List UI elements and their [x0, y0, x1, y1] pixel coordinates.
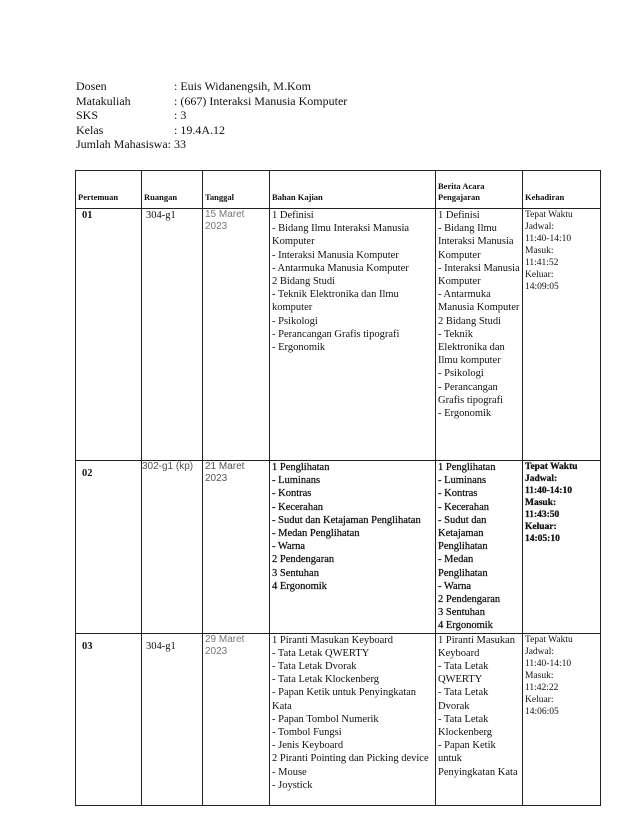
cell-line: 4 Ergonomik	[272, 580, 327, 592]
cell-line: Jadwal:	[525, 222, 555, 232]
header-pertemuan: Pertemuan	[76, 171, 142, 209]
cell-line: - Bidang Ilmu Interaksi Manusia Komputer	[438, 223, 514, 261]
kelas-value: : 19.4A.12	[174, 122, 225, 137]
cell-line: - Interaksi Manusia Komputer	[272, 249, 399, 261]
cell-line: - Antarmuka Manusia Komputer	[272, 262, 409, 274]
cell-line: - Ergonomik	[438, 408, 492, 420]
cell-line: 1 Piranti Masukan Keyboard	[438, 634, 515, 659]
cell-line: 1 Definisi	[272, 210, 314, 221]
cell-line: 2 Bidang Studi	[272, 276, 336, 288]
cell-line: - Joystick	[272, 779, 313, 791]
cell-line: 3 Sentuhan	[272, 567, 319, 579]
info-kelas	[76, 123, 347, 138]
cell-ruangan: 304-g1	[142, 633, 203, 805]
cell-line: - Warna	[272, 541, 306, 553]
info-dosen	[76, 79, 347, 94]
cell-line: - Papan Ketik untuk Penyingkatan Kata	[438, 740, 518, 778]
cell-line: 14:05:10	[525, 534, 560, 544]
cell-line: - Warna	[438, 580, 472, 592]
cell-line: Tepat Waktu	[525, 634, 573, 645]
cell-line: 11:40-14:10	[525, 486, 572, 496]
cell-line: 4 Ergonomik	[438, 620, 493, 632]
cell-line: - Tata Letak QWERTY	[272, 647, 370, 659]
cell-pertemuan: 01	[76, 209, 142, 461]
cell-line: Tepat Waktu	[525, 210, 573, 220]
cell-kehadiran	[523, 633, 601, 805]
cell-line: - Perancangan Grafis tipografi	[272, 328, 400, 340]
cell-tanggal: 21 Maret 2023	[203, 461, 270, 634]
cell-line: - Tata Letak Klockenberg	[438, 713, 493, 739]
header-bahan: Bahan Kajian	[270, 171, 436, 209]
cell-line: - Kontras	[438, 488, 478, 500]
schedule-table	[75, 170, 601, 806]
cell-line: - Psikologi	[272, 315, 318, 327]
cell-line: Tepat Waktu	[525, 462, 578, 472]
dosen-value: : Euis Widanengsih, M.Kom	[174, 79, 311, 93]
cell-line: Jadwal:	[525, 646, 555, 657]
cell-line: Masuk:	[525, 498, 557, 508]
jumlah-value: : 33	[167, 137, 186, 151]
cell-line: 2 Bidang Studi	[438, 315, 502, 327]
cell-line: 2 Piranti Pointing dan Picking device	[272, 753, 429, 765]
cell-line: - Teknik Elektronika dan Ilmu komputer	[272, 289, 399, 314]
cell-ruangan: 302-g1 (kp)	[142, 461, 203, 634]
cell-berita	[436, 461, 523, 634]
cell-line: 14:06:05	[525, 706, 559, 717]
cell-tanggal: 15 Maret 2023	[203, 209, 270, 461]
cell-line: - Tata Letak Dvorak	[272, 661, 357, 673]
cell-line: - Sudut dan Ketajaman Penglihatan	[438, 514, 488, 553]
cell-line: - Kontras	[272, 488, 312, 500]
cell-line: 2 Pendengaran	[272, 554, 335, 566]
cell-line: - Medan Penglihatan	[438, 554, 488, 579]
cell-line: - Kecerahan	[438, 501, 490, 513]
cell-line: - Tombol Fungsi	[272, 727, 342, 739]
cell-bahan	[270, 209, 436, 461]
cell-line: 1 Definisi	[438, 210, 480, 221]
table-row	[76, 633, 601, 805]
cell-line: - Kecerahan	[272, 501, 324, 513]
sks-value: : 3	[174, 108, 187, 122]
cell-line: Keluar:	[525, 522, 557, 532]
matakuliah-label: Matakuliah	[76, 93, 131, 108]
cell-berita	[436, 633, 523, 805]
cell-line: - Tata Letak QWERTY	[438, 661, 489, 686]
matakuliah-value: : (667) Interaksi Manusia Komputer	[174, 93, 348, 108]
cell-line: 11:40-14:10	[525, 658, 572, 669]
cell-line: - Mouse	[272, 766, 307, 778]
cell-pertemuan: 03	[76, 633, 142, 805]
cell-ruangan: 304-g1	[142, 209, 203, 461]
cell-line: 11:43:50	[525, 510, 560, 520]
table-header-row	[76, 171, 601, 209]
cell-line: 1 Penglihatan	[272, 462, 330, 473]
cell-tanggal: 29 Maret 2023	[203, 633, 270, 805]
cell-line: - Ergonomik	[272, 342, 326, 354]
jumlah-label: Jumlah Mahasiswa	[76, 137, 168, 151]
cell-line: Masuk:	[525, 246, 554, 256]
cell-line: - Medan Penglihatan	[272, 528, 360, 540]
cell-line: Keluar:	[525, 270, 554, 280]
table-row	[76, 461, 601, 634]
cell-line: - Papan Tombol Numerik	[272, 713, 379, 725]
cell-line: Jadwal:	[525, 474, 558, 484]
cell-line: - Tata Letak Dvorak	[438, 687, 489, 712]
cell-line: - Papan Ketik untuk Penyingkatan Kata	[272, 687, 417, 712]
cell-line: - Antarmuka Manusia Komputer	[438, 289, 520, 314]
cell-line: 1 Piranti Masukan Keyboard	[272, 634, 394, 646]
header-kehadiran: Kehadiran	[523, 171, 601, 209]
cell-line: 11:42:22	[525, 682, 559, 693]
cell-line: 11:40-14:10	[525, 234, 572, 244]
header-berita: Berita Acara Pengajaran	[436, 171, 523, 209]
cell-line: - Tata Letak Klockenberg	[272, 674, 380, 686]
cell-kehadiran	[523, 461, 601, 634]
cell-line: 1 Penglihatan	[438, 462, 496, 473]
cell-line: 3 Sentuhan	[438, 607, 485, 619]
sks-label: SKS	[76, 108, 99, 122]
cell-line: - Bidang Ilmu Interaksi Manusia Komputer	[272, 223, 410, 248]
kelas-label: Kelas	[76, 122, 104, 137]
cell-line: - Psikologi	[438, 368, 484, 380]
course-info	[76, 79, 347, 152]
table-row	[76, 209, 601, 461]
cell-line: 14:09:05	[525, 282, 559, 292]
dosen-label: Dosen	[76, 79, 107, 93]
cell-line: - Luminans	[438, 475, 487, 487]
cell-berita	[436, 209, 523, 461]
info-matakuliah	[76, 94, 347, 109]
cell-pertemuan: 02	[76, 461, 142, 634]
cell-bahan	[270, 461, 436, 634]
cell-line: Masuk:	[525, 670, 554, 681]
cell-bahan	[270, 633, 436, 805]
cell-line: 11:41:52	[525, 258, 559, 268]
cell-line: Keluar:	[525, 694, 554, 705]
cell-line: - Interaksi Manusia Komputer	[438, 262, 520, 288]
cell-line: - Jenis Keyboard	[272, 740, 344, 752]
cell-line: - Perancangan Grafis tipografi	[438, 381, 504, 406]
cell-line: - Teknik Elektronika dan Ilmu komputer	[438, 328, 505, 367]
header-ruangan: Ruangan	[142, 171, 203, 209]
cell-kehadiran	[523, 209, 601, 461]
info-sks	[76, 108, 347, 123]
cell-line: 2 Pendengaran	[438, 594, 501, 606]
info-jumlah	[76, 137, 347, 152]
cell-line: - Sudut dan Ketajaman Penglihatan	[272, 514, 421, 526]
cell-line: - Luminans	[272, 475, 321, 487]
header-tanggal: Tanggal	[203, 171, 270, 209]
